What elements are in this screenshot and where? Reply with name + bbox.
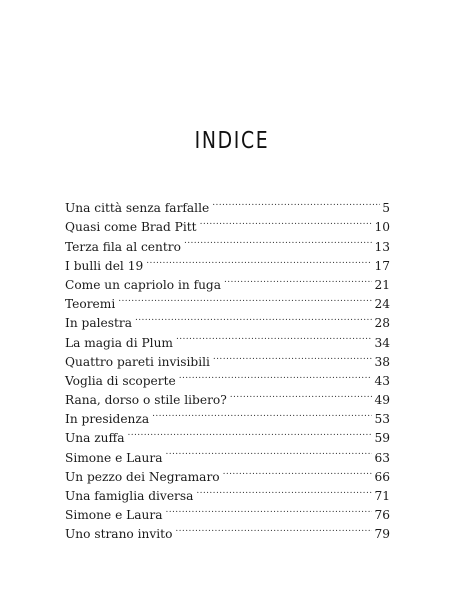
dot-leader [213,347,373,366]
toc-entry-title: I bulli del 19 [65,257,146,276]
toc-entry-page: 5 [382,201,390,216]
toc-entry-page: 43 [374,373,390,388]
toc-entry-page: 10 [374,220,390,235]
toc-entry-title: Una città senza farfalle [65,199,212,218]
toc-entry-title: Rana, dorso o stile libero? [65,391,230,410]
dot-leader [165,500,372,519]
toc-entry-page: 38 [374,354,390,369]
toc-entry-page: 28 [374,316,390,331]
toc-entry-title: Quasi come Brad Pitt [65,218,200,237]
toc-entry-title: Simone e Laura [65,449,165,468]
dot-leader [135,308,373,327]
page-title: INDICE [194,128,270,155]
toc-entry-page: 17 [374,258,390,273]
toc-entry-page: 66 [374,469,390,484]
dot-leader [118,289,372,308]
dot-leader [184,231,373,250]
dot-leader [200,212,373,231]
toc-entry-page: 53 [374,412,390,427]
dot-leader [179,366,373,385]
toc-entry-title: Voglia di scoperte [65,372,179,391]
toc-entry-title: Teoremi [65,295,118,314]
dot-leader [146,251,372,270]
toc-entry [65,193,390,216]
toc-entry-page: 21 [374,277,390,292]
toc-entry-title: In palestra [65,314,135,333]
toc-entry-title: Quattro pareti invisibili [65,353,213,372]
dot-leader [224,270,372,289]
toc-entry-title: Un pezzo dei Negramaro [65,468,223,487]
toc-entry-title: Una famiglia diversa [65,487,196,506]
table-of-contents [65,193,390,542]
dot-leader [212,193,380,212]
toc-entry-page: 24 [374,297,390,312]
toc-entry-page: 34 [374,335,390,350]
toc-entry-title: La magia di Plum [65,334,176,353]
dot-leader [152,404,372,423]
toc-entry-title: Terza fila al centro [65,238,184,257]
toc-entry-title: Simone e Laura [65,506,165,525]
toc-entry-title: In presidenza [65,410,152,429]
toc-entry-title: Una zuffa [65,429,127,448]
dot-leader [196,481,372,500]
toc-entry-page: 59 [374,431,390,446]
toc-entry-page: 13 [374,239,390,254]
toc-entry-title: Come un capriolo in fuga [65,276,224,295]
toc-entry-page: 49 [374,393,390,408]
dot-leader [230,385,373,404]
dot-leader [175,519,372,538]
dot-leader [127,423,372,442]
toc-entry-page: 76 [374,508,390,523]
toc-entry-title: Uno strano invito [65,525,175,544]
dot-leader [223,462,373,481]
dot-leader [176,327,373,346]
toc-entry-page: 71 [374,489,390,503]
toc-entry-page: 63 [374,450,390,465]
dot-leader [165,442,372,461]
toc-entry-page: 79 [374,527,390,542]
